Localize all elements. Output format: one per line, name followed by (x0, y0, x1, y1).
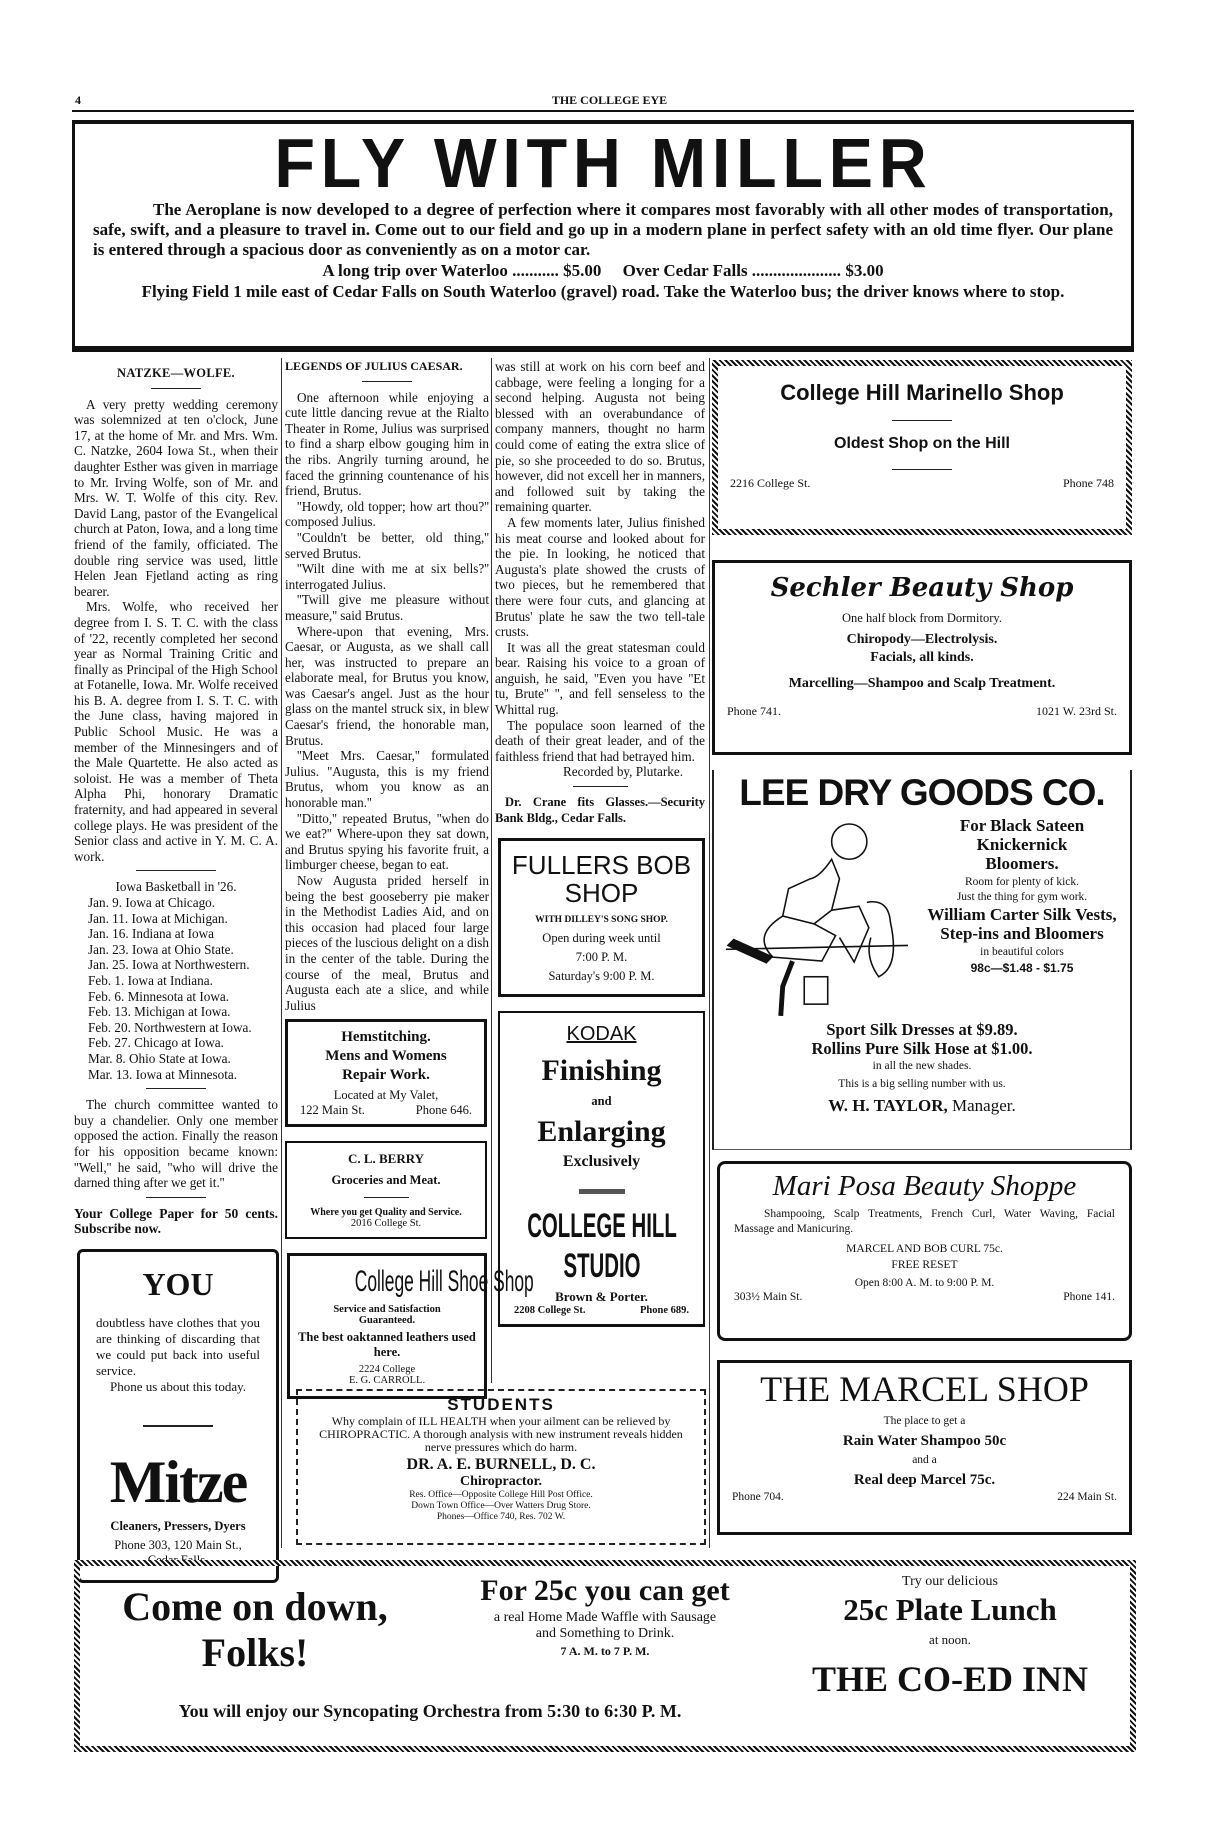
sechler-phone: Phone 741. (727, 704, 781, 718)
lee-line: Knickernick (976, 835, 1068, 854)
game: Jan. 25. Iowa at Northwestern. (88, 957, 250, 973)
mitze-brand: Mitze (109, 1448, 247, 1515)
column-3-stack (495, 359, 705, 1327)
column-1 (74, 366, 278, 1237)
studio-name: COLLEGE HILL STUDIO (526, 1207, 677, 1286)
marinello-tagline: Oldest Shop on the Hill (834, 435, 1010, 452)
marcel-phone: Phone 704. (732, 1491, 784, 1503)
kodak-line: Enlarging (537, 1115, 666, 1149)
game: Feb. 1. Iowa at Indiana. (88, 972, 213, 988)
berry-address: 2016 College St. (350, 1218, 422, 1230)
caesar-paragraph: The populace soon learned of the death of their great leader, and of the faithless friend that had betrayed him. (495, 717, 705, 764)
you-title: YOU (142, 1265, 214, 1302)
lee-line: Bloomers. (985, 854, 1059, 873)
page-number: 4 (75, 93, 81, 107)
miller-body: The Aeroplane is now developed to a degree of perfection where it compares most favorably with all other modes of transportation, safe, swift, and a pleasure to travel in. Come out to our field and go up in a modern plane in perfect safety with an old time flyer. Our plane is entered through a spacious door as conveniently as on a motor car. (93, 200, 1113, 259)
game: Feb. 27. Chicago at Iowa. (88, 1035, 224, 1051)
coed-hours: 7 A. M. to 7 P. M. (560, 1644, 650, 1658)
game: Mar. 13. Iowa at Minnesota. (88, 1066, 238, 1082)
lee-line: For Black Sateen (959, 816, 1085, 835)
office-line: Res. Office—Opposite College Hill Post Office. (409, 1490, 593, 1500)
coed-offer: For 25c you can get (480, 1574, 730, 1607)
studio-owners: Brown & Porter. (555, 1289, 648, 1305)
caesar-signature: Recorded by, Plutarke. (563, 764, 683, 780)
fullers-line: Open during week until (542, 931, 661, 946)
lee-manager (714, 1096, 1130, 1116)
marcel-line: Real deep Marcel 75c. (853, 1472, 996, 1488)
berry-slogan: Where you get Quality and Service. (310, 1207, 462, 1219)
ornament-divider (892, 420, 952, 421)
shoe-shop-name: College Hill Shoe Shop (354, 1265, 534, 1299)
woman-and-dog-illustration (722, 820, 908, 1016)
divider (362, 381, 412, 382)
kodak-line: Exclusively (562, 1153, 641, 1171)
plate-lunch: 25c Plate Lunch (843, 1592, 1057, 1627)
office-line: Down Town Office—Over Watters Drug Store. (411, 1501, 591, 1511)
marinello-footer (718, 476, 1126, 491)
shoe-owner: E. G. CARROLL. (348, 1375, 426, 1387)
lee-ad (712, 770, 1132, 1150)
caesar-paragraph: ''Twill give me pleasure without measure,'' said Brutus. (285, 592, 489, 623)
caesar-paragraph: ''Ditto,'' repeated Brutus, ''when do we eat?'' Where-upon they sat down, and Brutus spying his favorite fruit, a limburger cheese, began to eat. (285, 810, 489, 873)
sechler-name: Sechler Beauty Shop (770, 573, 1074, 603)
lee-name: LEE DRY GOODS CO. (739, 772, 1105, 813)
shoe-line: Service and Satisfaction (333, 1304, 441, 1316)
marinello-address: 2216 College St. (730, 476, 811, 490)
game: Mar. 8. Ohio State at Iowa. (88, 1050, 231, 1066)
lee-line: William Carter Silk Vests, Step-ins and Bloomers (927, 905, 1117, 943)
caesar-paragraph: One afternoon while enjoying a cute little dancing revue at the Rialto Theater in Rome, Julius was surprised to find a sharp elbow gouging him in the ribs. Angrily turning around, he faced the grinning countenance of his friend, Brutus. (285, 389, 489, 499)
caesar-paragraph: ''Meet Mrs. Caesar,'' formulated Julius. ''Augusta, this is my friend Brutus, whom you know as an honorable man.'' (285, 748, 489, 811)
divider (146, 1197, 206, 1198)
marcel-footer (732, 1491, 1117, 1503)
manager-name: W. H. TAYLOR, (828, 1096, 948, 1115)
game: Feb. 13. Michigan at Iowa. (88, 1004, 231, 1020)
header-rule (72, 110, 1134, 112)
caesar-paragraph: A few moments later, Julius finished his meat course and looked about for the pie. In looking, he noticed that Augusta's plate showed the crusts of two pieces, but he remembered that there were four cuts, and glancing at Brutus' plate he saw the two tell-tale crusts. (495, 514, 705, 640)
studio-footer (500, 1305, 703, 1316)
marinello-name: College Hill Marinello Shop (780, 380, 1064, 405)
come-on-down: Come on down, (122, 1584, 388, 1629)
divider (146, 1088, 206, 1089)
marinello-phone: Phone 748 (1063, 476, 1114, 490)
sechler-line: Marcelling—Shampoo and Scalp Treatment. (788, 676, 1056, 691)
sechler-line: One half block from Dormitory. (842, 611, 1002, 625)
divider (579, 1189, 625, 1194)
lee-line: Room for plenty of kick. (964, 876, 1080, 888)
game: Feb. 6. Minnesota at Iowa. (88, 988, 230, 1004)
sechler-line: Facials, all kinds. (870, 650, 974, 665)
studio-phone: Phone 689. (639, 1305, 689, 1317)
lee-upper (714, 816, 1130, 1016)
you-body-2: Phone us about this today. (110, 1378, 247, 1394)
game: Jan. 9. Iowa at Chicago. (88, 895, 216, 910)
hemstitching-line: Repair Work. (342, 1067, 430, 1084)
lee-line: Just the thing for gym work. (956, 891, 1088, 903)
coed-right (780, 1574, 1120, 1700)
ornament-divider (892, 469, 952, 470)
sechler-line: Chiropody—Electrolysis. (846, 632, 998, 647)
lee-right-copy (914, 816, 1130, 975)
mitze-city: Cedar Falls. (147, 1552, 209, 1567)
coed-middle (435, 1574, 775, 1659)
manager-title: Manager. (952, 1096, 1016, 1115)
maripos-ad (717, 1161, 1132, 1341)
marcel-ad (717, 1360, 1132, 1535)
wedding-paragraph: A very pretty wedding ceremony was solemnized at ten o'clock, June 17, at the home of Mr. and Mrs. Wm. C. Natzke, 2604 Iowa St., when their daughter Esther was given in marriage to Mr. Irving Wolfe, son of Mr. and Mrs. W. T. Wolfe of this city. Rev. David Lang, pastor of the Evangelical church at Paton, Iowa, and a long time friend of the family, officiated. The double ring service was used, little Helen Jean Fjetland acting as ring bearer. (74, 396, 278, 599)
maripos-hours: Open 8:00 A. M. to 9:00 P. M. (854, 1277, 995, 1289)
caesar-paragraph: It was all the great statesman could bear. Raising his voice to a groan of anguish, he said, ''Even you have ''Et tu, Brute'' '', and fell senseless to the Whittal rug. (495, 639, 705, 718)
hemstitching-address: 122 Main St. (300, 1103, 365, 1118)
column-rule (709, 358, 710, 1548)
masthead: THE COLLEGE EYE (551, 93, 668, 107)
divider (136, 870, 216, 871)
lee-line: in beautiful colors (980, 946, 1064, 958)
fullers-line: 7:00 P. M. (575, 950, 628, 965)
coed-orchestra: You will enjoy our Syncopating Orchestra from 5:30 to 6:30 P. M. (178, 1701, 682, 1721)
coed-line: Try our delicious (902, 1574, 998, 1589)
fullers-name: FULLERS BOB SHOP (511, 850, 692, 909)
hemstitching-line: Hemstitching. (341, 1029, 431, 1046)
coed-left (90, 1584, 420, 1676)
kodak-line: Finishing (541, 1054, 662, 1088)
kodak-ad (498, 1011, 705, 1327)
marcel-line: Rain Water Shampoo 50c (842, 1433, 1007, 1449)
miller-ad (72, 120, 1134, 352)
divider (151, 388, 201, 389)
marinello-ad (712, 360, 1132, 535)
price-waterloo: $5.00 (563, 261, 602, 280)
mitze-ad (77, 1249, 279, 1583)
mitze-address: Phone 303, 120 Main St., (114, 1537, 242, 1552)
shoe-line: Guaranteed. (358, 1315, 416, 1327)
game: Feb. 20. Northwestern at Iowa. (88, 1019, 252, 1035)
shoe-address: 2224 College (358, 1364, 416, 1376)
kodak-title: KODAK (566, 1023, 637, 1046)
basketball-title: Iowa Basketball in '26. (115, 879, 237, 895)
shoe-line: The best oaktanned leathers used here. (298, 1330, 476, 1360)
maripos-address: 303½ Main St. (734, 1291, 803, 1303)
students-ad (296, 1389, 706, 1545)
students-body: Why complain of ILL HEALTH when your ailment can be relieved by CHIROPRACTIC. A thorough analysis with new instrument reveals hidden nerve pressures which do harm. (319, 1414, 683, 1454)
column-1-stack (74, 366, 279, 1583)
sechler-address: 1021 W. 23rd St. (1035, 704, 1117, 718)
wedding-paragraph: Mrs. Wolfe, who received her degree from I. S. T. C. with the class of '22, recently completed her second year as Normal Training Critic and finally as Principal of the High School at Fotanelle, Iowa. Mr. Wolfe received his B. A. degree from I. S. T. C. with the June class, having majored in Public School Music. He was a member of the Minnesingers and of the Male Quartette. He also acted as soloist. He was a member of Theta Alpha Phi, honorary Dramatic fraternity, and had appeared in several college plays. He was president of the Senior class and active in Y. M. C. A. work. (74, 599, 278, 864)
berry-name: C. L. BERRY (347, 1151, 425, 1167)
students-title: STUDENTS (447, 1395, 555, 1414)
coed-inn-name: THE CO-ED INN (811, 1659, 1089, 1699)
miller-title: FLY WITH MILLER (273, 124, 933, 202)
column-2-stack (285, 359, 534, 1399)
coed-line: a real Home Made Waffle with Sausage (493, 1610, 717, 1625)
mitze-services: Cleaners, Pressers, Dyers (110, 1518, 246, 1533)
doctor-name: DR. A. E. BURNELL, D. C. (406, 1456, 596, 1473)
hemstitching-ad (285, 1019, 487, 1127)
crane-notice: Dr. Crane fits Glasses.—Security Bank Bldg., Cedar Falls. (495, 795, 705, 825)
maripos-name: Mari Posa Beauty Shoppe (772, 1170, 1077, 1202)
divider (573, 786, 628, 787)
office-line: Phones—Office 740, Res. 702 W. (436, 1512, 566, 1522)
marcel-line: and a (912, 1454, 937, 1466)
lee-line: Rollins Pure Silk Hose at $1.00. (811, 1039, 1033, 1058)
column-rule (281, 358, 282, 1548)
caesar-paragraph: was still at work on his corn beef and cabbage, were feeling a longing for a second helping. Augusta not being blessed with an overabundance of company manners, thought no harm could come of eating the extra slice of pie, so she proceeded to do so. Brutus, however, did not excell her in manners, and followed suit by taking the remaining quarter. (495, 359, 705, 515)
marcel-line: The place to get a (883, 1415, 966, 1427)
game: Jan. 16. Indiana at Iowa (88, 926, 214, 942)
studio-address: 2208 College St. (514, 1305, 586, 1317)
maripos-line: FREE RESET (891, 1259, 958, 1271)
caesar-paragraph: ''Wilt dine with me at six bells?'' interrogated Julius. (285, 561, 489, 592)
column-2 (285, 359, 489, 1013)
caesar-paragraph: ''Couldn't be better, old thing,'' served Brutus. (285, 529, 489, 561)
caesar-paragraph: Now Augusta prided herself in being the best gooseberry pie maker in the Methodist Ladies Aid, and on this occasion had placed four large pieces of the luscious delight on a dish in the center of the table. During the course of the meal, Brutus and Augusta each ate a slice, and while Julius (285, 873, 490, 1013)
lee-line: This is a big selling number with us. (838, 1078, 1006, 1090)
doctor-role: Chiropractor. (459, 1474, 543, 1489)
hemstitching-line: Mens and Womens (325, 1048, 447, 1065)
divider (364, 1197, 409, 1198)
hemstitching-location: Located at My Valet, (333, 1088, 439, 1103)
kodak-line: and (591, 1094, 612, 1109)
marcel-name: THE MARCEL SHOP (760, 1369, 1089, 1409)
shoe-shop-ad (287, 1253, 534, 1399)
miller-prices: A long trip over Waterloo ........... $5.00 Over Cedar Falls ..................... $3.00 (322, 261, 884, 280)
game: Jan. 23. Iowa at Ohio State. (88, 941, 234, 957)
hemstitching-footer (288, 1103, 484, 1118)
caesar-title: LEGENDS OF JULIUS CAESAR. (285, 359, 463, 373)
lee-bottom-copy (714, 1020, 1130, 1116)
caesar-paragraph: Where-upon that evening, Mrs. Caesar, or Augusta, as we shall call her, was instructed to prepare an elaborate meal, for Brutus you know, was Caesar's angel. Just as the hour glass on the mantel struck six, in blew Caesar's friend, the honorable man, Brutus. (285, 623, 489, 748)
coed-line: and Something to Drink. (535, 1626, 675, 1641)
fullers-ad (498, 838, 705, 997)
lee-prices: 98c—$1.48 - $1.75 (970, 961, 1074, 975)
sechler-footer (727, 704, 1117, 719)
game: Jan. 11. Iowa at Michigan. (88, 910, 228, 926)
maripos-line: MARCEL AND BOB CURL 75c. (846, 1243, 1003, 1255)
folks: Folks! (201, 1630, 309, 1675)
miller-directions: Flying Field 1 mile east of Cedar Falls on South Waterloo (gravel) road. Take the Waterloo bus; the driver knows where to stop. (141, 282, 1065, 301)
coed-line: at noon. (929, 1632, 971, 1647)
maripos-phone: Phone 141. (1063, 1291, 1115, 1303)
fullers-sub: WITH DILLEY'S SONG SHOP. (535, 915, 668, 926)
basketball-schedule (74, 895, 278, 1082)
coed-inn-ad (74, 1560, 1136, 1752)
divider (143, 1425, 213, 1427)
price-cedar-falls: $3.00 (845, 261, 884, 280)
marcel-address: 224 Main St. (1057, 1491, 1117, 1503)
caesar-paragraph: ''Howdy, old topper; how art thou?'' composed Julius. (285, 498, 489, 530)
subscribe-notice: Your College Paper for 50 cents. Subscribe now. (74, 1205, 278, 1237)
lee-line: in all the new shades. (872, 1060, 972, 1072)
hemstitching-phone: Phone 646. (415, 1103, 472, 1118)
berry-ad (285, 1141, 487, 1239)
wedding-title: NATZKE—WOLFE. (117, 366, 235, 380)
maripos-services: Shampooing, Scalp Treatments, French Curl, Water Waving, Facial Massage and Manicuring. (734, 1208, 1115, 1235)
fullers-line: Saturday's 9:00 P. M. (548, 969, 655, 984)
you-body: doubtless have clothes that you are thinking of discarding that we could put back into useful service. (96, 1314, 260, 1378)
lee-line: Sport Silk Dresses at $9.89. (826, 1020, 1018, 1039)
maripos-footer (734, 1291, 1115, 1303)
column-3 (495, 359, 705, 826)
berry-line: Groceries and Meat. (331, 1173, 441, 1188)
sechler-ad (712, 560, 1132, 755)
chandelier-joke: The church committee wanted to buy a chandelier. Only one member opposed the action. Finally the reason for his opposition became known: ''Well,'' he said, ''who will drive the darned thing after we get it.'' (74, 1097, 278, 1191)
column-rule (491, 358, 492, 1383)
